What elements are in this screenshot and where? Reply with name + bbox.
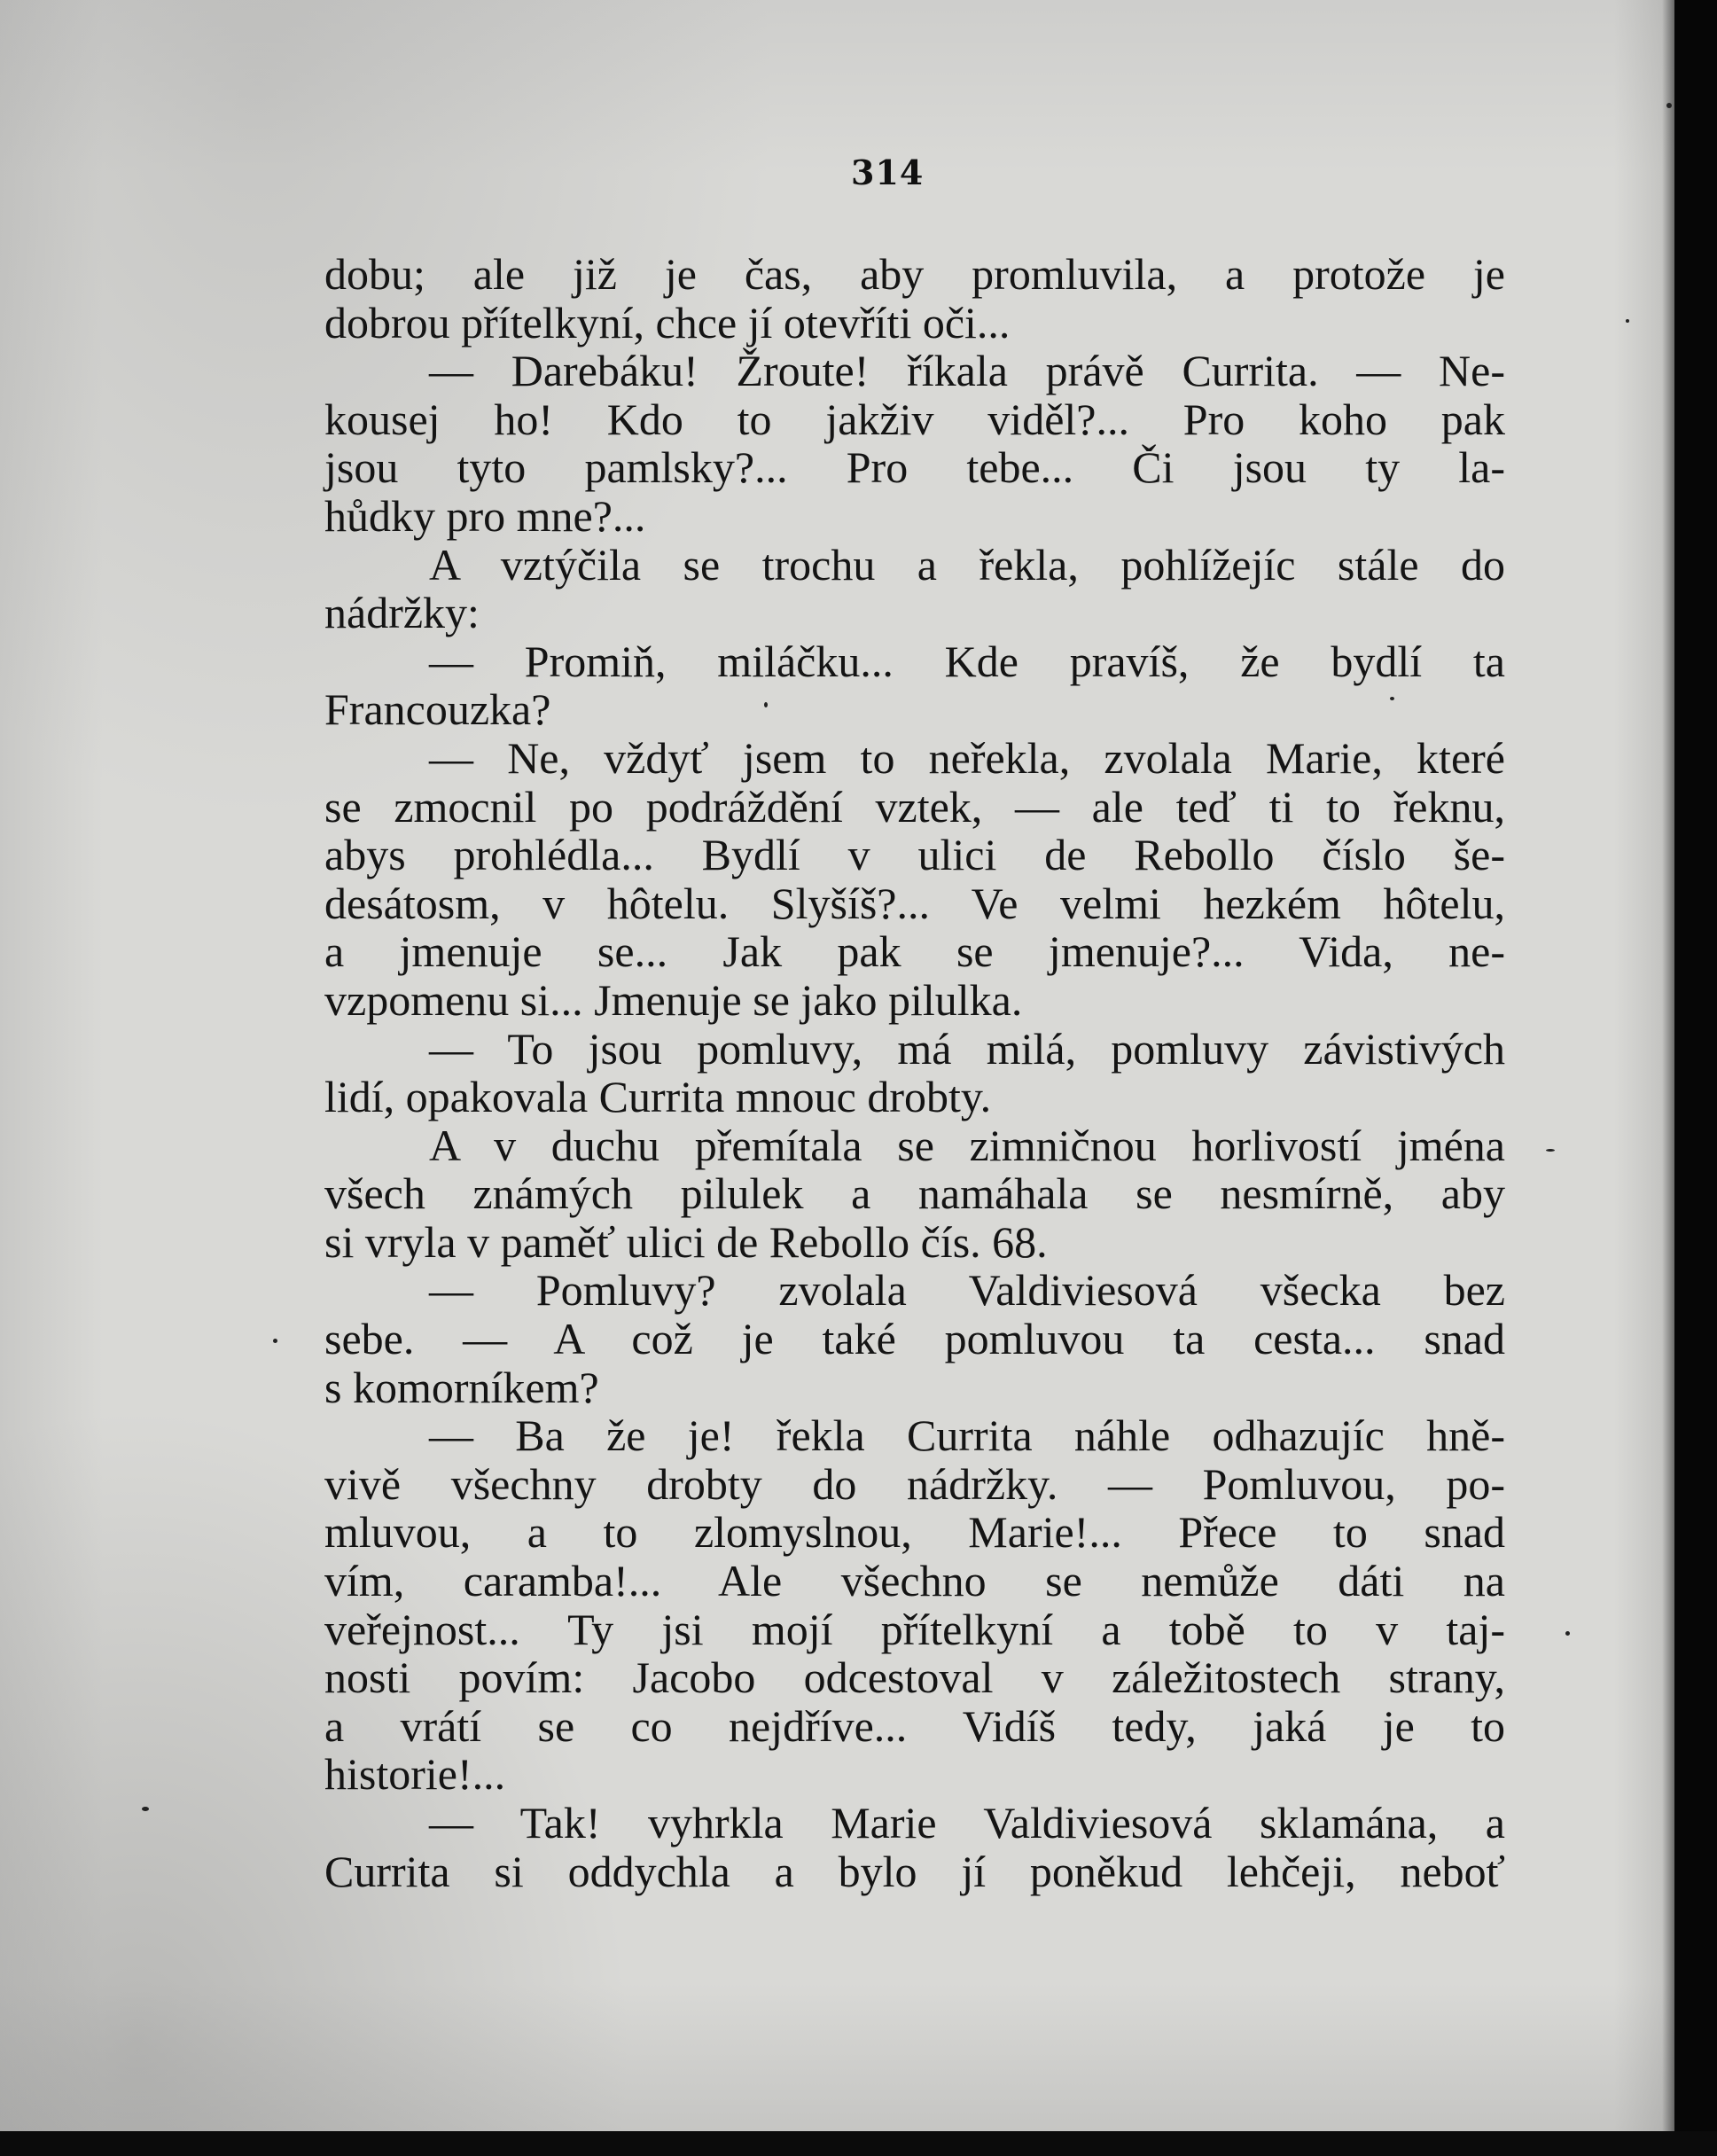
text-line: všech známých pilulek a namáhala se nesmírně, aby [324,1168,1505,1219]
text-line: vím, caramba!... Ale všechno se nemůže dáti na [324,1556,1505,1606]
text-line: s komorníkem? [324,1362,599,1412]
text-line: lidí, opakovala Currita mnouc drobty. [324,1072,992,1122]
text-line: Francouzka? [324,684,551,735]
scan-speck [273,1339,277,1343]
scan-speck [1546,1149,1555,1152]
text-line: — Promiň, miláčku... Kde pravíš, že bydlí ta [429,636,1505,686]
text-line: mluvou, a to zlomyslnou, Marie!... Přece to snad [324,1507,1505,1558]
text-line: desátosm, v hôtelu. Slyšíš?... Ve velmi hezkém hôtelu, [324,878,1505,928]
text-line: — Darebáku! Žroute! říkala právě Currita. — Ne- [429,346,1505,396]
text-line: hůdky pro mne?... [324,490,646,541]
text-line: historie!... [324,1749,506,1800]
text-line: dobrou přítelkyní, chce jí otevříti oči... [324,297,1011,348]
text-line: nosti povím: Jacobo odcestoval v záležitostech strany, [324,1652,1505,1703]
text-line: — Ne, vždyť jsem to neřekla, zvolala Marie, které [429,732,1505,783]
text-line: dobu; ale již je čas, aby promluvila, a protože je [324,249,1505,299]
scan-border-bottom [0,2131,1717,2156]
text-line: Currita si oddychla a bylo jí poněkud lehčeji, neboť [324,1846,1505,1896]
text-line: veřejnost... Ty jsi mojí přítelkyní a tobě to v taj- [324,1604,1505,1654]
scan-speck [1626,319,1629,323]
text-line: vivě všechny drobty do nádržky. — Pomluvou, po- [324,1458,1505,1509]
page-number: 314 [851,152,925,192]
scan-border-right [1674,0,1717,2156]
page-edge-shadow [1662,0,1674,2156]
text-line: — Ba že je! řekla Currita náhle odhazujíc hně- [429,1410,1505,1461]
text-line: A vztýčila se trochu a řekla, pohlížejíc stále do [429,539,1505,590]
text-line: jsou tyto pamlsky?... Pro tebe... Či jsou ty la- [324,442,1505,493]
text-line: A v duchu přemítala se zimničnou horlivostí jména [429,1120,1505,1170]
text-line: vzpomenu si... Jmenuje se jako pilulka. [324,974,1023,1025]
text-line: abys prohlédla... Bydlí v ulici de Rebollo číslo še- [324,830,1505,880]
text-line: — To jsou pomluvy, má milá, pomluvy závistivých [429,1023,1505,1074]
scan-speck [142,1807,149,1811]
scan-speck [1666,103,1672,108]
text-line: a jmenuje se... Jak pak se jmenuje?... Vida, ne- [324,926,1505,977]
text-line: si vryla v paměť ulici de Rebollo čís. 68. [324,1216,1048,1267]
text-line: a vrátí se co nejdříve... Vidíš tedy, jaká je to [324,1700,1505,1751]
text-line: kousej ho! Kdo to jakživ viděl?... Pro koho pak [324,394,1505,444]
text-line: — Tak! vyhrkla Marie Valdiviesová sklamána, a [429,1798,1505,1847]
text-line: se zmocnil po podráždění vztek, — ale teď ti to řeknu, [324,781,1505,832]
text-line: sebe. — A což je také pomluvou ta cesta... snad [324,1314,1505,1364]
body-text [324,250,1505,1895]
text-line: — Pomluvy? zvolala Valdiviesová všecka bez [429,1265,1505,1316]
text-line: nádržky: [324,588,480,638]
scan-speck [1565,1631,1570,1636]
